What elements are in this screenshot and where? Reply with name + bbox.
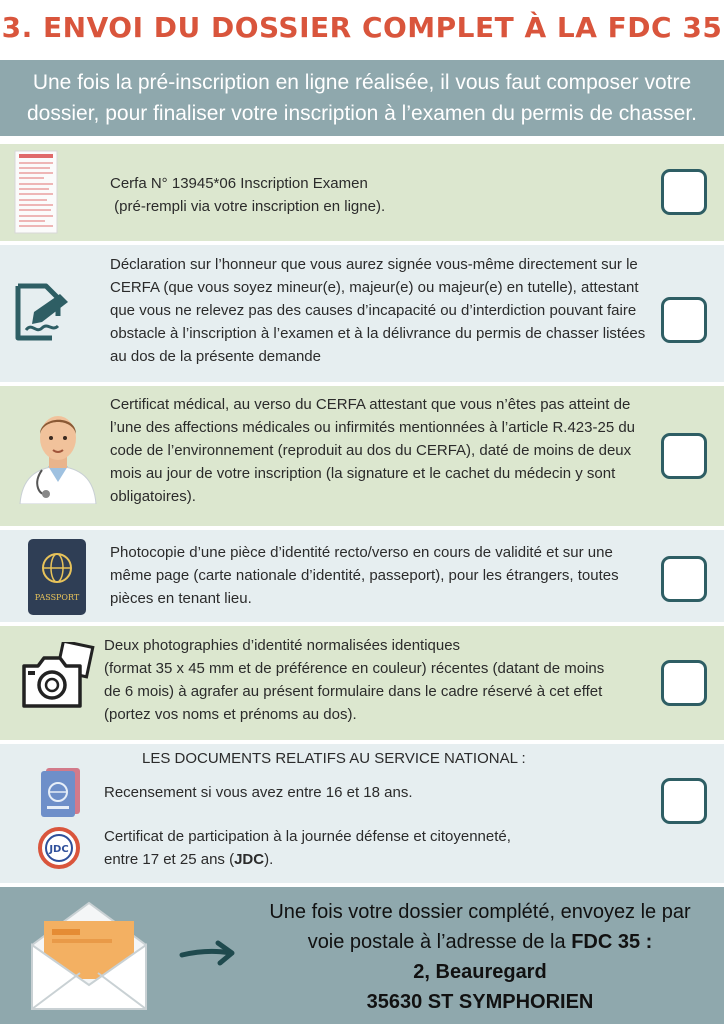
footer-line2 (232, 927, 724, 957)
jdc-line2-prefix: entre 17 et 25 ans ( (104, 851, 235, 868)
item-declaration (0, 245, 724, 382)
jdc-line2 (104, 848, 624, 871)
checkbox-certificat-medical[interactable] (661, 433, 707, 479)
jdc-line2-suffix: ). (264, 851, 274, 868)
checkbox-photographies[interactable] (661, 660, 707, 706)
footer-line2-bold: FDC 35 : (571, 931, 653, 953)
item-cerfa-text (110, 172, 650, 218)
cerfa-form-icon (14, 150, 58, 239)
signature-icon (12, 282, 74, 349)
item-certificat-medical (0, 386, 724, 526)
doctor-icon (18, 404, 98, 509)
checkbox-cerfa[interactable] (661, 169, 707, 215)
footer-line2-prefix: voie postale à l’adresse de la (307, 931, 572, 953)
passport-icon (27, 538, 87, 621)
item-photographies-text (104, 634, 624, 726)
footer-banner (0, 887, 724, 1024)
jdc-bold: JDC (234, 851, 265, 868)
service-national-heading: LES DOCUMENTS RELATIFS AU SERVICE NATIONAL : (142, 750, 526, 767)
jdc-logo-text: JDC (49, 844, 69, 855)
checkbox-piece-identite[interactable] (661, 556, 707, 602)
intro-banner: Une fois la pré-inscription en ligne réalisée, il vous faut composer votre dossier, pour finaliser votre inscription à l’examen du permis de chasser. (0, 60, 724, 136)
item-certificat-medical-text: Certificat médical, au verso du CERFA attestant que vous n’êtes pas atteint de l’une des affections médicales ou infirmités mentionnées à l’article R.423-25 du code de l’environnement (reproduit au dos du CERFA), daté de moins de deux mois au jour de votre inscription (la signature et le cachet du médecin y sont obligatoires). (110, 396, 636, 505)
camera-icon (20, 642, 96, 717)
page-title: 3. ENVOI DU DOSSIER COMPLET À LA FDC 35 (1, 10, 723, 44)
item-declaration-text: Déclaration sur l’honneur que vous aurez signée vous-même directement sur le CERFA (que vous soyez mineur(e), majeur(e) ou majeur(e) en tutelle), attestant que vous ne relevez pas des causes d’incapacité ou d’interdiction pouvant faire obstacle à l’inscription à l’examen et à la délivrance du permis de chasser listées au dos de la présente demande (110, 256, 646, 365)
item-service-national (0, 744, 724, 883)
item-photographies-line1: Deux photographies d’identité normalisées identiques (104, 637, 461, 654)
envelope-icon (30, 901, 148, 1016)
footer-address2: 35630 ST SYMPHORIEN (366, 991, 594, 1013)
jdc-text (104, 825, 624, 871)
item-cerfa-line2: (pré-rempli via votre inscription en ligne). (110, 198, 386, 215)
jdc-line1: Certificat de participation à la journée défense et citoyenneté, (104, 828, 511, 845)
recensement-text: Recensement si vous avez entre 16 et 18 ans. (104, 784, 413, 801)
checkbox-service-national[interactable] (661, 778, 707, 824)
id-document-icon (38, 766, 84, 823)
checkbox-declaration[interactable] (661, 297, 707, 343)
passport-label: PASSPORT (34, 593, 80, 602)
item-piece-identite (0, 530, 724, 622)
item-photographies-line2: (format 35 x 45 mm et de préférence en couleur) récentes (datant de moins de 6 mois) à agrafer au présent formulaire dans le cadre réservé à cet effet (portez vos noms et prénoms au dos). (104, 660, 605, 723)
item-photographies (0, 626, 724, 740)
footer-line1: Une fois votre dossier complété, envoyez le par (269, 901, 691, 923)
footer-address1: 2, Beauregard (413, 961, 547, 983)
jdc-logo-icon (38, 827, 80, 874)
item-piece-identite-text: Photocopie d’une pièce d’identité recto/verso en cours de validité et sur une même page (carte nationale d’identité, passeport), pour les étrangers, toutes pièces en tenant lieu. (110, 544, 619, 607)
item-cerfa-line1: Cerfa N° 13945*06 Inscription Examen (110, 175, 368, 192)
arrow-right-icon (178, 939, 238, 972)
footer-text (232, 897, 724, 1017)
item-cerfa (0, 144, 724, 241)
